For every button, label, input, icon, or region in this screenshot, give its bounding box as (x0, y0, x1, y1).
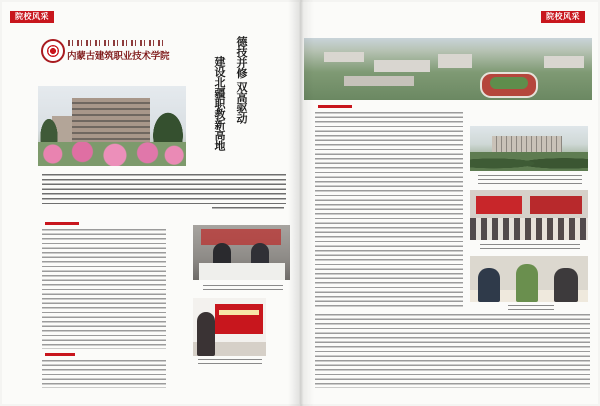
exhibition-visitors (470, 218, 588, 240)
body-text-column-2 (315, 112, 463, 308)
body-text-column-1 (42, 229, 166, 349)
section-tag-left: 院校风采 (10, 11, 54, 23)
section-tag-right: 院校风采 (541, 11, 585, 23)
campus-aerial-photo (304, 38, 592, 100)
presenter-figure (197, 312, 215, 356)
exhibition-banner-1 (476, 196, 522, 214)
intro-paragraph (42, 174, 286, 204)
signing-table (199, 263, 285, 280)
exhibition-hall-photo (470, 190, 588, 240)
event-poster-photo (193, 298, 266, 356)
mongolian-script-logo (68, 40, 166, 46)
red-banner (215, 304, 263, 334)
photo-caption-poster (198, 359, 262, 364)
signing-ceremony-photo (193, 225, 290, 280)
photo-caption-signing (203, 285, 283, 290)
page-gutter-shadow (288, 0, 314, 406)
author-byline (212, 207, 284, 210)
flowering-trees (38, 142, 186, 166)
college-name-logo: 内蒙古建筑职业技术学院 (67, 51, 170, 62)
body-text-column-1b (42, 360, 166, 388)
photo-caption-students (508, 305, 554, 310)
section-heading-2 (45, 353, 75, 356)
body-text-bottom (315, 314, 590, 388)
section-heading-1 (45, 222, 79, 225)
article-title-line2: 建设北疆职教新高地 (213, 56, 226, 151)
aerial-building-1 (324, 52, 364, 62)
sports-field (490, 77, 528, 89)
section-heading-3 (318, 105, 352, 108)
garden-trees (470, 152, 588, 171)
aerial-building-2 (374, 60, 430, 72)
exhibition-banner-2 (530, 196, 582, 214)
banner-lettering (219, 310, 259, 315)
ceremony-backdrop (201, 229, 281, 245)
college-emblem-icon (41, 39, 65, 63)
building-tower (72, 98, 150, 146)
aerial-building-3 (438, 54, 472, 68)
aerial-building-5 (344, 76, 414, 86)
aerial-building-4 (544, 56, 584, 68)
emblem-center (47, 45, 59, 57)
photo-caption-exhibition (480, 244, 580, 249)
photo-caption-garden (478, 175, 582, 184)
student-3 (554, 268, 578, 302)
students-photo (470, 256, 588, 302)
campus-garden-photo (470, 126, 588, 171)
student-2 (516, 264, 538, 302)
campus-building-photo (38, 86, 186, 166)
student-1 (478, 268, 500, 302)
article-title-line1: 德技并修 双高驱动 (235, 36, 248, 124)
